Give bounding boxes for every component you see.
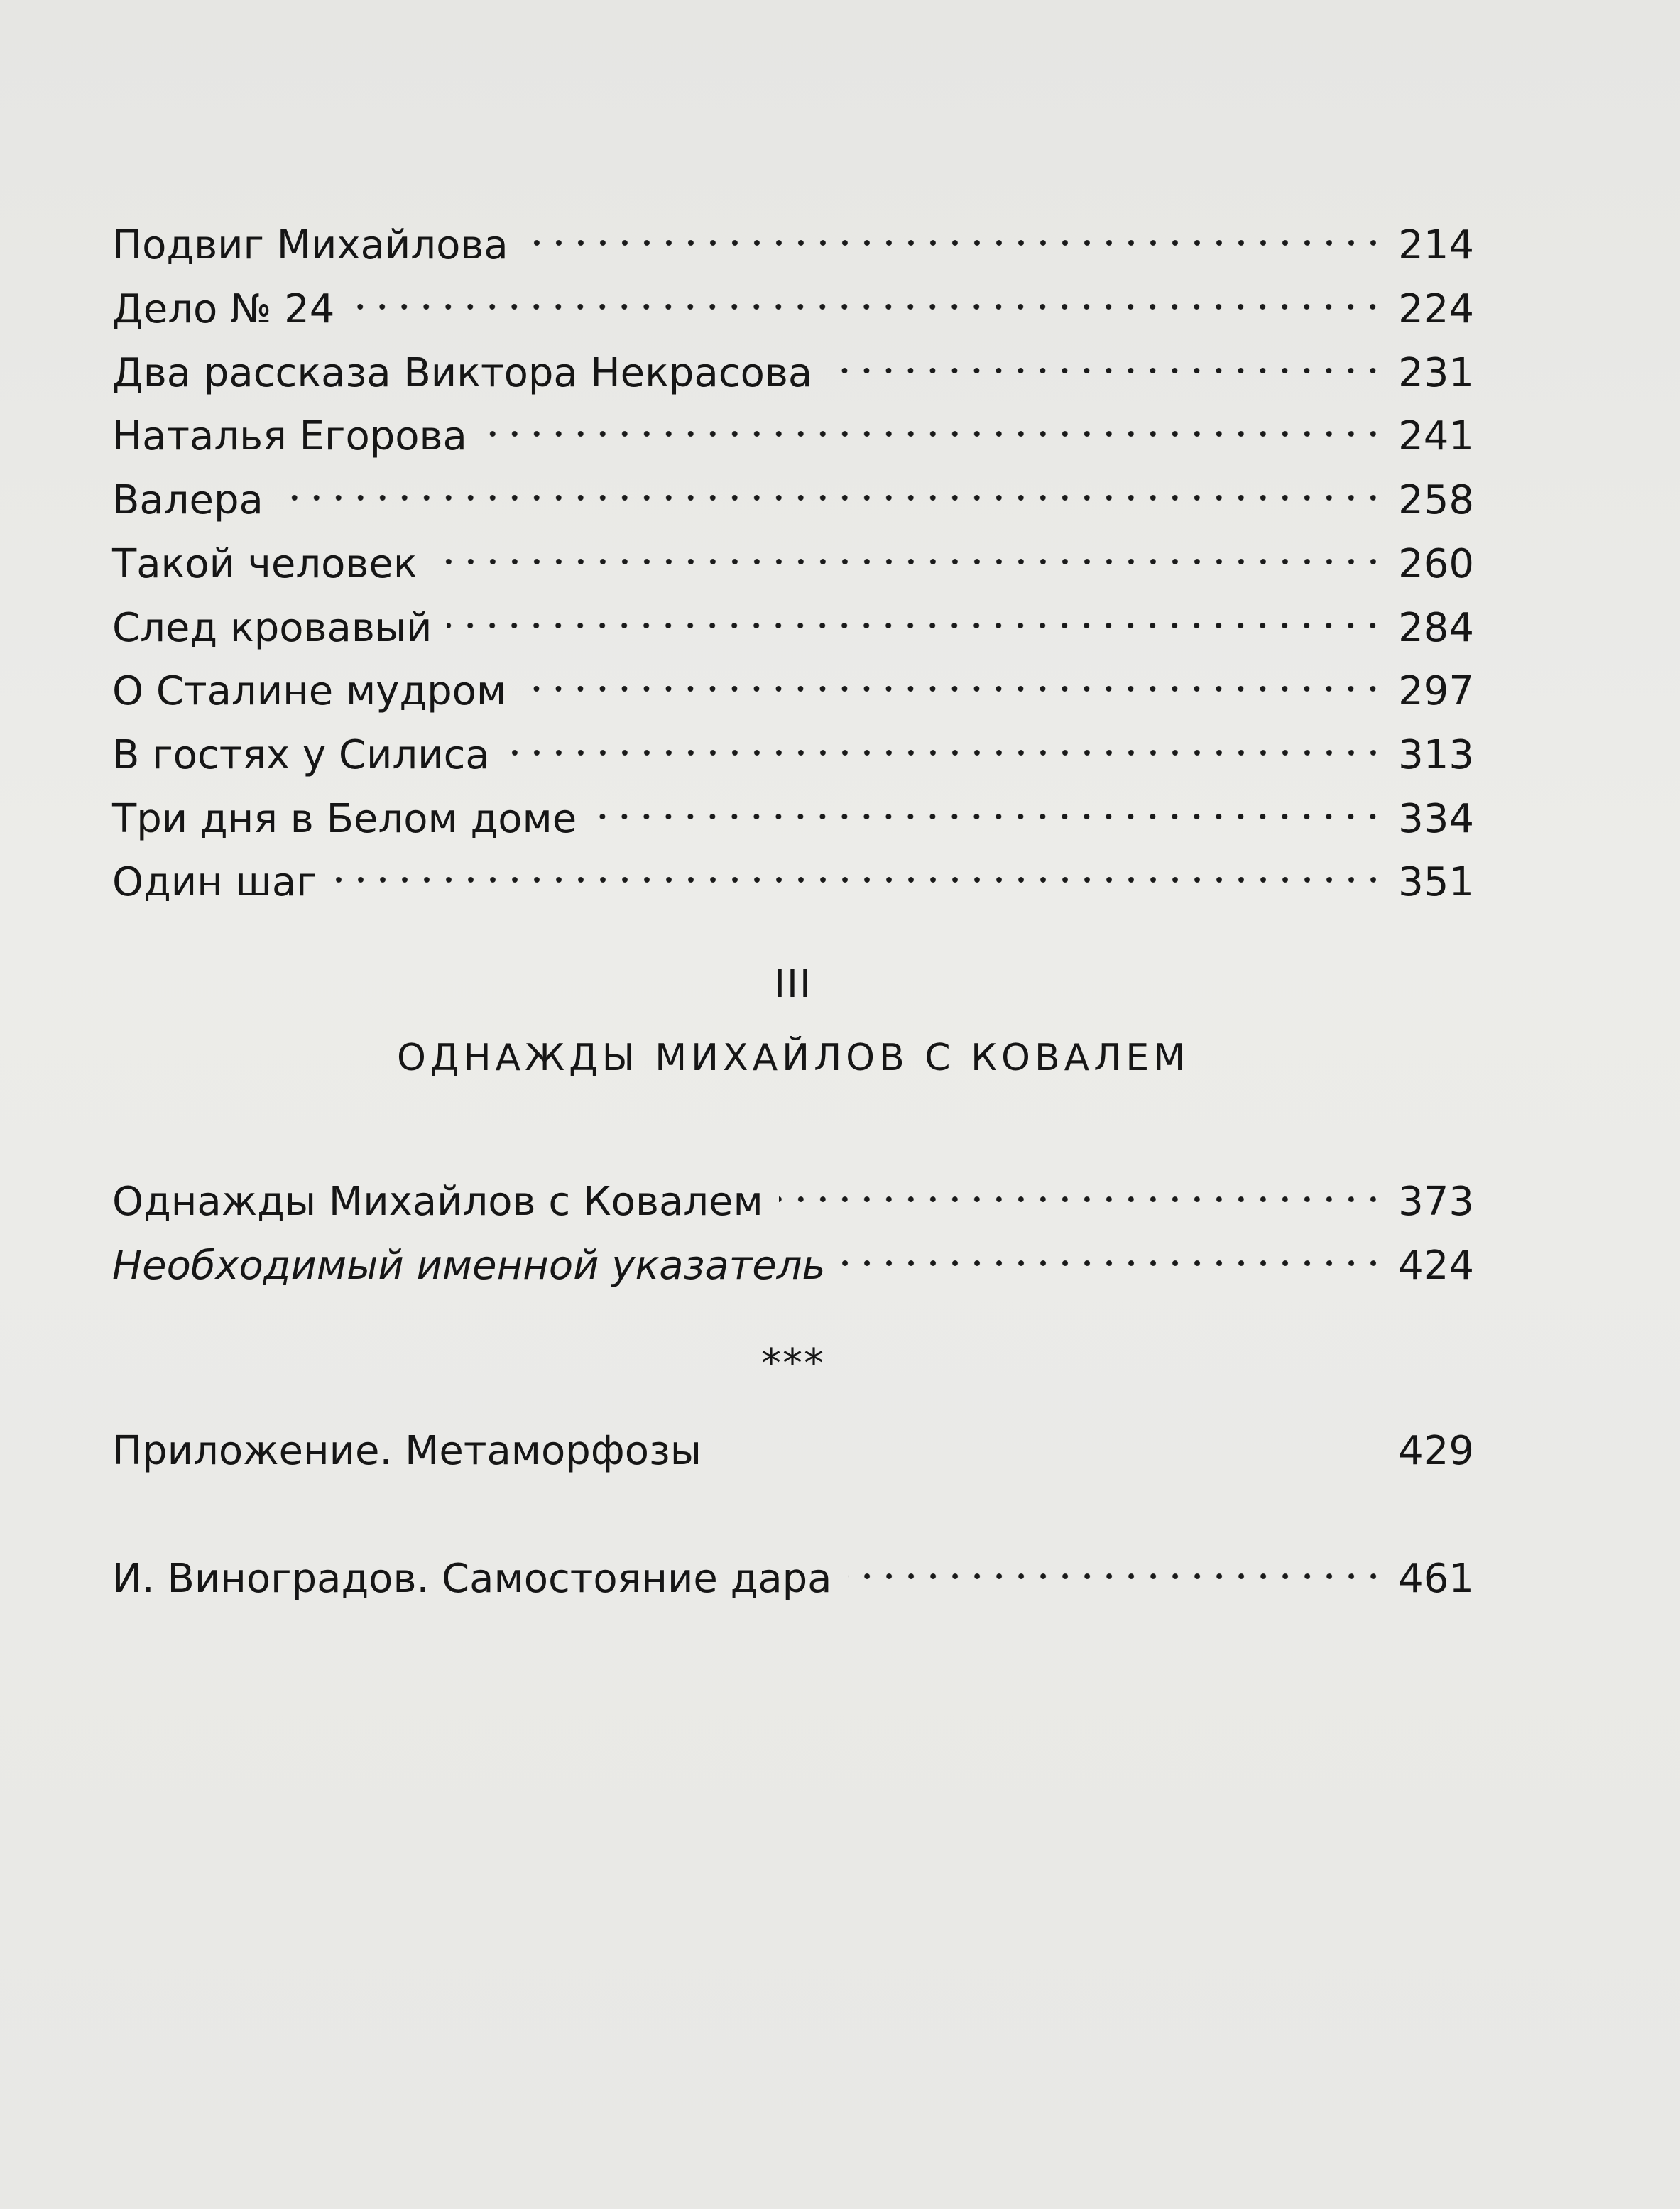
toc-entry-page: 231 xyxy=(1398,350,1474,396)
toc-entry xyxy=(112,457,1474,523)
toc-leader-dots xyxy=(350,266,1384,322)
toc-entry-title: И. Виноградов. Самостояние дара xyxy=(112,1556,832,1602)
toc-entry-page: 461 xyxy=(1398,1556,1474,1602)
toc-entry-page: 334 xyxy=(1398,796,1474,842)
toc-entry-page: 351 xyxy=(1398,859,1474,905)
toc-leader-dots xyxy=(447,584,1384,641)
toc-leader-dots xyxy=(828,329,1384,386)
toc-entry xyxy=(112,202,1474,268)
separator-stars: *** xyxy=(761,1341,825,1387)
toc-entry-page: 284 xyxy=(1398,605,1474,651)
toc-entry-title: Необходимый именной указатель xyxy=(112,1243,826,1289)
toc-entry xyxy=(112,329,1474,396)
toc-entry xyxy=(112,520,1474,587)
toc-entry-title: Приложение. Метаморфозы xyxy=(112,1428,702,1474)
toc-entry xyxy=(112,1535,1474,1602)
toc-entry-title: Такой человек xyxy=(112,541,418,587)
toc-leader-dots xyxy=(524,202,1384,258)
toc-entry xyxy=(112,1158,1474,1225)
toc-entry-page: 260 xyxy=(1398,541,1474,587)
toc-entry-page: 258 xyxy=(1398,477,1474,523)
toc-leader-dots xyxy=(848,1535,1385,1592)
section-title: ОДНАЖДЫ МИХАЙЛОВ С КОВАЛЕМ xyxy=(396,1037,1190,1079)
toc-leader-dots xyxy=(279,457,1384,513)
toc-leader-dots xyxy=(433,520,1384,577)
toc-entry xyxy=(112,393,1474,459)
toc-entry-page: 224 xyxy=(1398,286,1474,332)
toc-entry xyxy=(112,711,1474,778)
toc-leader-dots xyxy=(779,1158,1384,1215)
toc-entry-page: 241 xyxy=(1398,413,1474,459)
toc-entry-title: След кровавый xyxy=(112,605,432,651)
toc-entry-title: Наталья Егорова xyxy=(112,413,467,459)
toc-entry-page: 313 xyxy=(1398,732,1474,778)
toc-entry xyxy=(112,839,1474,905)
toc-entry-title: Три дня в Белом доме xyxy=(112,796,577,842)
toc-entry-title: Дело № 24 xyxy=(112,286,335,332)
toc-entry-title: Однажды Михайлов с Ковалем xyxy=(112,1179,763,1225)
toc-entry-page: 373 xyxy=(1398,1179,1474,1225)
toc-entry-page: 297 xyxy=(1398,668,1474,714)
toc-entry-page: 214 xyxy=(1398,222,1474,268)
toc-entry-title: Один шаг xyxy=(112,859,317,905)
toc-entry-title: В гостях у Силиса xyxy=(112,732,490,778)
toc-entry-page: 429 xyxy=(1398,1428,1474,1474)
toc-entry xyxy=(112,584,1474,651)
toc-entry xyxy=(112,1407,1474,1474)
toc-entry xyxy=(112,775,1474,842)
toc-entry-title: Подвиг Михайлова xyxy=(112,222,508,268)
toc-entry xyxy=(112,1222,1474,1289)
toc-leader-dots xyxy=(522,648,1384,704)
toc-entry-page: 424 xyxy=(1398,1243,1474,1289)
toc-entry-title: Валера xyxy=(112,477,263,523)
toc-leader-dots xyxy=(333,839,1385,895)
toc-entry-title: Два рассказа Виктора Некрасова xyxy=(112,350,813,396)
toc-entry xyxy=(112,648,1474,714)
toc-leader-dots xyxy=(483,393,1384,449)
toc-entry-title: О Сталине мудром xyxy=(112,668,507,714)
section-number: III xyxy=(774,961,812,1006)
toc-entry xyxy=(112,266,1474,332)
toc-leader-dots xyxy=(592,775,1384,832)
toc-leader-dots xyxy=(841,1222,1385,1279)
toc-leader-dots xyxy=(506,711,1384,768)
